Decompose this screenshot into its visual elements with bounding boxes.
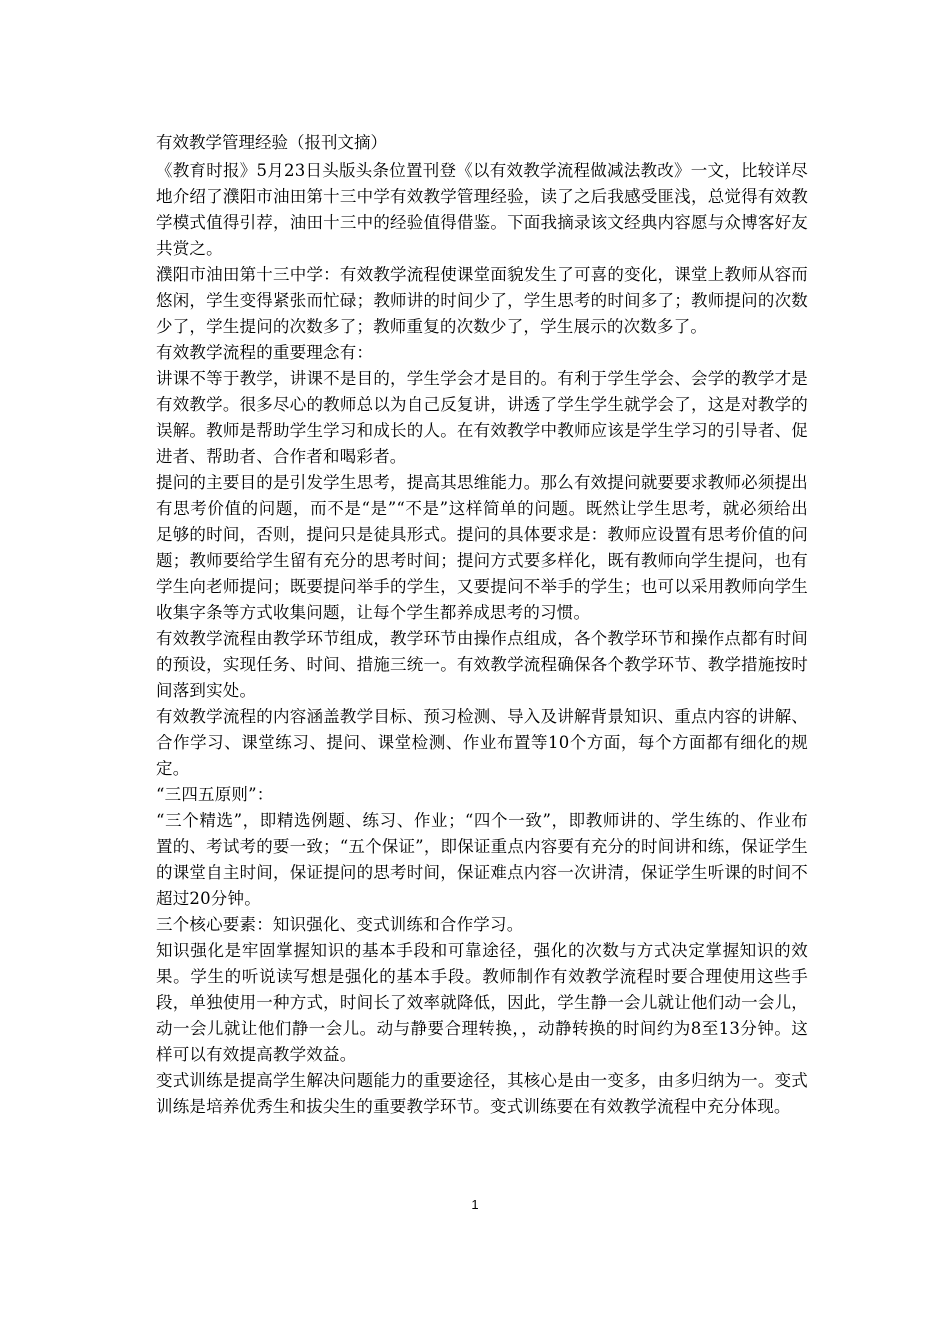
paragraph: 讲课不等于教学，讲课不是目的，学生学会才是目的。有利于学生学会、会学的教学才是有效教学。很多尽心的教师总以为自己反复讲，讲透了学生学生就学会了，这是对教学的误解。教师是帮助学生学习和成长的人。在有效教学中教师应该是学生学习的引导者、促进者、帮助者、合作者和喝彩者。 (156, 369, 808, 466)
paragraph: 变式训练是提高学生解决问题能力的重要途径，其核心是由一变多，由多归纳为一。变式训练是培养优秀生和拔尖生的重要教学环节。变式训练要在有效教学流程中充分体现。 (156, 1071, 808, 1116)
paragraph: “三四五原则”： (156, 785, 274, 804)
paragraph: 有效教学流程的内容涵盖教学目标、预习检测、导入及讲解背景知识、重点内容的讲解、合作学习、课堂练习、提问、课堂检测、作业布置等10个方面，每个方面都有细化的规定。 (156, 707, 808, 778)
paragraph: “三个精选”，即精选例题、练习、作业；“四个一致”，即教师讲的、学生练的、作业布置的、考试考的要一致；“五个保证”，即保证重点内容要有充分的时间讲和练，保证学生的课堂自主时间，保证提问的思考时间，保证难点内容一次讲清，保证学生听课的时间不超过20分钟。 (156, 811, 808, 908)
paragraph: 提问的主要目的是引发学生思考，提高其思维能力。那么有效提问就要要求教师必须提出有思考价值的问题，而不是“是”“不是”这样简单的问题。既然让学生思考，就必须给出足够的时间，否则，提问只是徒具形式。提问的具体要求是：教师应设置有思考价值的问题；教师要给学生留有充分的思考时间；提问方式要多样化，既有教师向学生提问，也有学生向老师提问；既要提问举手的学生，又要提问不举手的学生；也可以采用教师向学生收集字条等方式收集问题，让每个学生都养成思考的习惯。 (156, 473, 808, 622)
paragraph: 《教育时报》5月23日头版头条位置刊登《以有效教学流程做减法教改》一文，比较详尽地介绍了濮阳市油田第十三中学有效教学管理经验，读了之后我感受匪浅，总觉得有效教学模式值得引荐，油田十三中的经验值得借鉴。下面我摘录该文经典内容愿与众博客好友共赏之。 (156, 161, 808, 258)
paragraph: 有效教学流程由教学环节组成，教学环节由操作点组成，各个教学环节和操作点都有时间的预设，实现任务、时间、措施三统一。有效教学流程确保各个教学环节、教学措施按时间落到实处。 (156, 629, 808, 700)
paragraph: 有效教学流程的重要理念有： (156, 343, 374, 362)
paragraph: 濮阳市油田第十三中学：有效教学流程使课堂面貌发生了可喜的变化，课堂上教师从容而悠闲，学生变得紧张而忙碌；教师讲的时间少了，学生思考的时间多了；教师提问的次数少了，学生提问的次数多了；教师重复的次数少了，学生展示的次数多了。 (156, 265, 808, 336)
page-number: 1 (471, 1197, 479, 1212)
document-body (156, 130, 808, 1120)
document-title: 有效教学管理经验（报刊文摘） (156, 133, 387, 152)
paragraph: 三个核心要素：知识强化、变式训练和合作学习。 (156, 915, 524, 934)
paragraph: 知识强化是牢固掌握知识的基本手段和可靠途径，强化的次数与方式决定掌握知识的效果。学生的听说读写想是强化的基本手段。教师制作有效教学流程时要合理使用这些手段，单独使用一种方式，时间长了效率就降低，因此，学生静一会儿就让他们动一会儿，动一会儿就让他们静一会儿。动与静要合理转换，，动静转换的时间约为8至13分钟。这样可以有效提高教学效益。 (156, 941, 808, 1064)
